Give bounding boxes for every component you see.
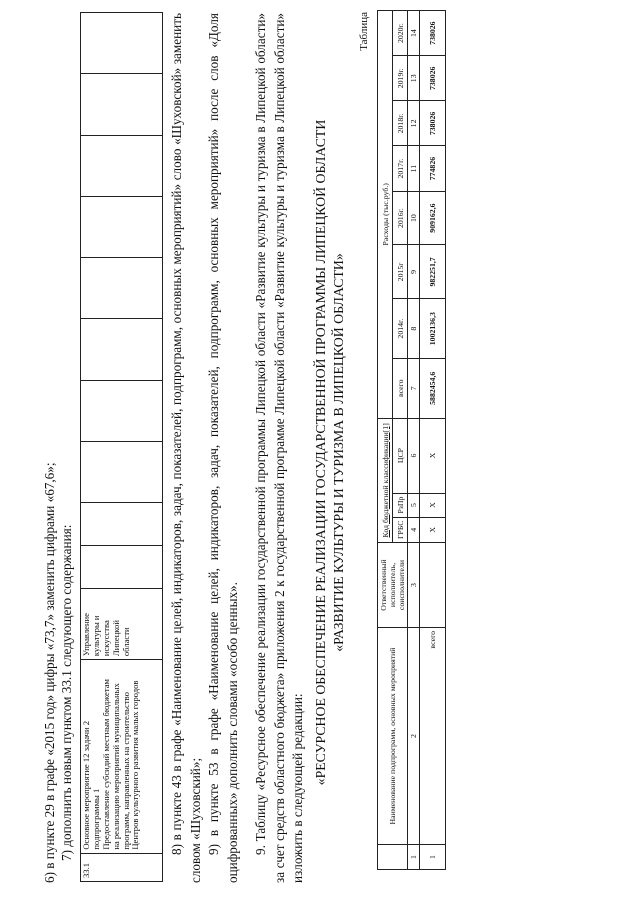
table-intro-text: 9. Таблицу «Ресурсное обеспечение реализации государственной программы Липецкой области «Развитие культуры и туризма в Липецкой области» за счет средств областного бюджета» приложения 2 к государственной программе Липецкой области «Развитие культуры и туризма в Липецкой области» изложить в следующей редакции: (253, 13, 305, 883)
header-empty-cell (378, 845, 408, 870)
colnum-8: 8 (408, 299, 420, 359)
column-number-row (408, 11, 420, 870)
header-2016: 2016г. (393, 191, 408, 245)
item-8-text: 8) в пункте 43 в графе «Наименование целей, индикаторов, задач, показателей, подпрограмм, основных мероприятий» слово «Шуховской» заменить словом «Шуховский»; (169, 13, 203, 883)
colnum-5: 5 (408, 493, 420, 517)
colnum-11: 11 (408, 146, 420, 191)
colnum-4: 4 (408, 517, 420, 542)
header-2015: 2015г (393, 245, 408, 299)
resource-title-line1: «РЕСУРСНОЕ ОБЕСПЕЧЕНИЕ РЕАЛИЗАЦИИ ГОСУДАРСТВЕННОЙ ПРОГРАММЫ ЛИПЕЦКОЙ ОБЛАСТИ (313, 119, 328, 786)
header-total: всего (393, 358, 408, 418)
empty-cell (81, 135, 163, 196)
row-exec (420, 543, 446, 628)
header-budget-code: Код бюджетной классификации[1] (378, 418, 393, 542)
colnum-14: 14 (408, 11, 420, 56)
row-2017: 774826 (420, 146, 446, 191)
colnum-7: 7 (408, 358, 420, 418)
header-grbs: ГРБС (393, 517, 408, 542)
colnum-3: 3 (408, 543, 420, 628)
colnum-13: 13 (408, 56, 420, 101)
colnum-6: 6 (408, 418, 420, 493)
empty-cell (81, 546, 163, 589)
row-rzpr: Х (420, 493, 446, 517)
row-number-cell: 33.1 (81, 853, 163, 881)
header-expenses: Расходы (тыс.руб.) (378, 11, 393, 419)
empty-cell (81, 258, 163, 319)
row-2018: 738026 (420, 101, 446, 146)
row-label: всего (420, 628, 446, 845)
item-7-text: 7) дополнить новым пунктом 33.1 следующего содержания: (59, 524, 74, 861)
header-2014: 2014г. (393, 299, 408, 359)
header-2020: 2020г. (393, 11, 408, 56)
resource-table (377, 10, 446, 870)
header-csr: ЦСР (393, 418, 408, 493)
colnum-2: 2 (408, 628, 420, 845)
header-rzpr: РзПр (393, 493, 408, 517)
row-2014: 1002136,3 (420, 299, 446, 359)
row-2015: 982251,7 (420, 245, 446, 299)
paragraphs-8-9 (168, 13, 242, 883)
table-caption: Таблица (358, 12, 370, 51)
empty-cell (81, 74, 163, 135)
colnum-1: 1 (408, 845, 420, 870)
row-name-cell: Основное мероприятие 12 задачи 2 подпрограммы 1 Предоставление субсидий местным бюджетам на реализацию мероприятий муниципальных программ, направленных на строительство Центров культурного развития малых городов (81, 660, 163, 854)
header-2017: 2017г. (393, 146, 408, 191)
empty-cell (81, 13, 163, 74)
row-total: 5882454,6 (420, 358, 446, 418)
header-executor: Ответственный исполнитель, соисполнители (378, 543, 408, 628)
table-row (81, 13, 163, 882)
header-2019: 2019г. (393, 56, 408, 101)
header-row (378, 11, 393, 870)
item-9-text: 9) в пункте 53 в графе «Наименование целей, индикаторов, задач, показателей, подпрограмм, основных мероприятий» после слов «Доля оцифрованных» дополнить словами «особо ценных». (206, 13, 240, 883)
header-2018: 2018г. (393, 101, 408, 146)
row-2016: 909162,6 (420, 191, 446, 245)
item-6-text: 6) в пункте 29 в графе «2015 год» цифры «73,7» заменить цифрами «67,6»; (42, 462, 57, 883)
row-2020: 738026 (420, 11, 446, 56)
row-executor-cell: Управление культуры и искусства Липецкой области (81, 589, 163, 660)
empty-cell (81, 503, 163, 546)
row-2019: 738026 (420, 56, 446, 101)
row-grbs: Х (420, 517, 446, 542)
empty-cell (81, 196, 163, 257)
colnum-10: 10 (408, 191, 420, 245)
resource-title-line2: «РАЗВИТИЕ КУЛЬТУРЫ И ТУРИЗМА В ЛИПЕЦКОЙ ОБЛАСТИ» (331, 253, 346, 652)
colnum-12: 12 (408, 101, 420, 146)
empty-cell (81, 441, 163, 502)
row-num: 1 (420, 845, 446, 870)
empty-cell (81, 380, 163, 441)
inserted-row-table (80, 12, 163, 882)
paragraph-table-intro (252, 13, 308, 883)
row-csr: Х (420, 418, 446, 493)
empty-cell (81, 319, 163, 380)
colnum-9: 9 (408, 245, 420, 299)
table-row (420, 11, 446, 870)
header-name: Наименование подпрограмм, основных мероприятий (378, 628, 408, 845)
